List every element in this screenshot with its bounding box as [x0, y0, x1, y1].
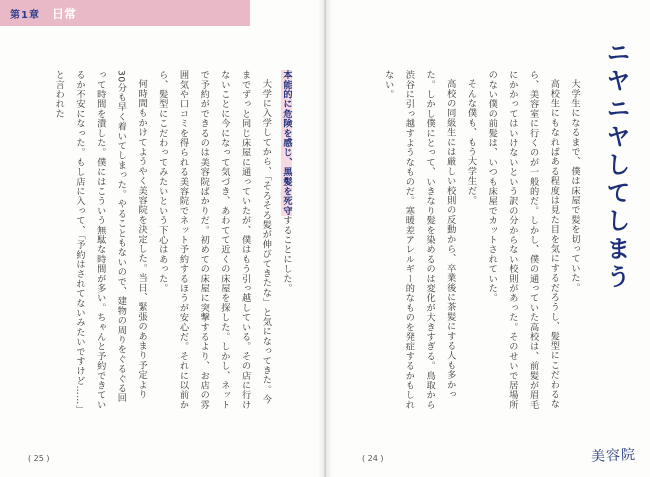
handwritten-stamp: 美容院 [590, 446, 637, 466]
section-title: ニヤニヤしてしまう [602, 40, 630, 292]
body-paragraph: 何時間もかけてようやく美容院を決定した。当日、緊張のあまり予定より30分も早く着いてしまった。やることもないので、建物の周りをぐるぐる回って時間を潰した。僕にはこういう無駄な時間が多い。ちゃんと予約できているか不安になった。もし店に入って、「予約はされてないみたいですけど……」と言われた [53, 70, 148, 410]
chapter-number: 第1章 [10, 9, 40, 21]
chapter-title: 日常 [51, 6, 76, 21]
chapter-title-badge [40, 3, 80, 24]
highlight-paragraph [275, 70, 296, 410]
right-page-body [382, 70, 584, 410]
body-paragraph: 大学生になるまで、僕は床屋で髪を切っていた。 [569, 79, 580, 293]
body-paragraph: そんな僕も、もう大学生だ。 [465, 79, 477, 206]
left-page-number: ( 25 ) [28, 454, 50, 463]
body-paragraph: 高校の同級生には厳しい校則の反動から、卒業後に茶髪にする人も多かった。しかし僕にとって、いきなり髪を染めるのは変化が大きすぎる。鳥取から渋谷に引っ越すようなものだ。寒暖差アレルギー的なものを発症するかもしれない。 [382, 70, 456, 410]
book-gutter [318, 0, 332, 477]
highlight-tail: することにした。 [281, 215, 292, 294]
left-page [0, 0, 324, 477]
highlighted-phrase: 本能的に危険を感じ、黒髪を死守 [281, 70, 292, 216]
left-page-body [26, 70, 296, 410]
body-paragraph: 大学に入学してから、「そろそろ髪が伸びてきたな」と気になってきた。今までずっと同じ床屋に通っていたが、僕はもう引っ越している。その店に行けないことに今になって気づき、あわてて近くの床屋を探した。しかし、ネットで予約ができるのは美容院ばかりだ。初めての床屋に突撃するより、お店の雰囲気や口コミを得られる美容院でネット予約するほうが安心だ。それに以前から、髪型にこだわってみたいという下心はあった。 [156, 70, 272, 410]
chapter-header [0, 0, 250, 26]
right-page-number: ( 24 ) [362, 454, 384, 463]
body-paragraph: 高校生にもなればある程度は見た目を気にするだろうし、髪型にこだわるなら、美容室に行くのが一般的だ。しかし、僕の通っていた高校は、前髪が眉毛にかかってはいけないという訳の分からない校則があった。そのせいで居場所のない僕の前髪は、いつも床屋でカットされていた。 [486, 70, 560, 410]
right-page [326, 0, 650, 477]
